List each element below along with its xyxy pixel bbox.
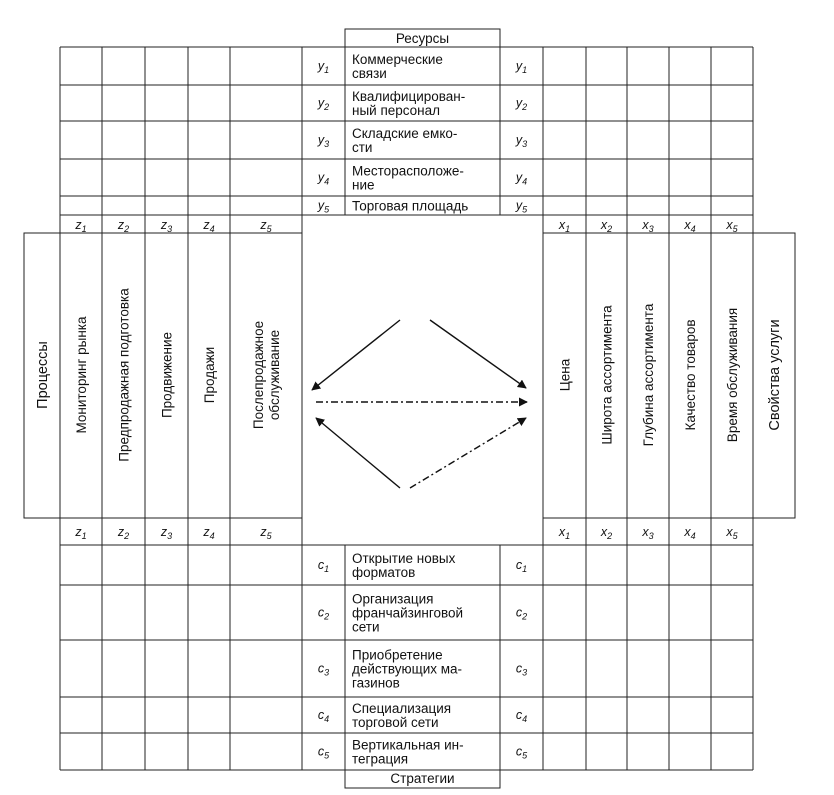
resource-symbol-right: $y_3$ [515,133,528,149]
strategy-label-line: газинов [352,675,400,691]
strategy-label-line: форматов [352,565,416,580]
resource-label-line: Месторасположе- [352,163,464,179]
strategy-symbol-left: $c_4$ [317,708,330,724]
strategy-symbol-left: $c_1$ [317,558,330,574]
process-index-top: $z_4$ [203,218,215,234]
resource-symbol-left: $y_5$ [317,198,330,215]
diagram-labels [35,31,783,786]
resource-label-line: связи [352,66,387,81]
process-index-bottom: $z_5$ [260,525,272,541]
process-label [74,316,89,433]
arrow-top-to-right [430,320,526,388]
resource-symbol-left: $y_3$ [317,133,330,149]
resource-label-line: ный персонал [352,103,441,118]
property-label [683,319,698,430]
vertical-label-line: Продвижение [159,331,175,419]
strategy-label-line: Приобретение [352,647,443,663]
strategies-footer: Стратегии [390,771,455,786]
resource-symbol-right: $y_2$ [515,96,528,112]
resource-symbol-right: $y_1$ [515,59,528,75]
process-label [202,347,217,403]
resource-label-line: ние [352,177,375,193]
process-label [160,332,175,418]
property-index-top: $x_3$ [642,218,654,234]
vertical-label-line: Цена [557,358,573,392]
resource-label-line: сти [352,140,373,155]
vertical-label-line: Широта ассортимента [599,305,615,445]
strategy-symbol-right: $c_1$ [515,558,528,574]
strategy-label-line: Открытие новых [352,551,456,566]
arrow-bottom-to-left [316,418,400,488]
process-index-bottom: $z_2$ [117,525,130,541]
strategy-label-line: торговой сети [352,715,439,730]
strategy-label-line: франчайзинговой [352,605,464,621]
property-index-bottom: $x_4$ [684,525,696,541]
property-label [725,308,740,442]
vertical-label-line: Процессы [35,341,51,409]
resources-header: Ресурсы [395,31,450,46]
strategy-label-line: Организация [352,591,434,607]
process-index-top: $z_3$ [160,218,173,234]
process-index-top: $z_2$ [117,218,130,234]
property-index-bottom: $x_5$ [726,525,738,541]
resource-label-line: Коммерческие [352,52,443,67]
property-index-top: $x_4$ [684,218,696,234]
relationship-arrows [312,320,527,488]
strategy-symbol-left: $c_5$ [317,744,330,761]
process-index-top: $z_1$ [75,218,87,234]
process-label [117,288,132,462]
process-index-top: $z_5$ [260,218,272,234]
process-index-bottom: $z_3$ [160,525,173,541]
property-index-top: $x_5$ [726,218,738,234]
strategy-label-line: Специализация [352,701,452,716]
strategy-symbol-right: $c_2$ [515,605,528,622]
process-label [251,321,282,429]
property-index-top: $x_1$ [558,218,571,234]
property-index-bottom: $x_2$ [600,525,613,541]
strategy-symbol-left: $c_2$ [317,605,330,622]
property-label [641,303,656,446]
vertical-label-line: Качество товаров [683,319,698,431]
vertical-label-line: Время обслуживания [725,307,740,443]
strategy-label-line: сети [352,619,380,635]
property-index-bottom: $x_3$ [642,525,654,541]
process-index-bottom: $z_1$ [75,525,87,541]
vertical-label-line: Послепродажное [251,320,266,430]
arrow-bottom-to-right [410,418,526,488]
processes-title [35,341,51,409]
resource-symbol-right: $y_4$ [515,170,528,187]
vertical-label-line: Свойства услуги [767,319,783,431]
strategy-label-line: теграция [352,751,409,767]
resource-symbol-left: $y_4$ [317,170,330,187]
resource-label-line: Квалифицирован- [352,89,466,104]
strategy-symbol-right: $c_3$ [515,661,528,678]
property-index-bottom: $x_1$ [558,525,571,541]
resource-symbol-left: $y_1$ [317,59,330,75]
property-label [600,305,615,445]
arrow-top-to-left [312,320,400,390]
property-label [558,358,573,391]
resource-label-line: Торговая площадь [352,198,469,214]
strategy-symbol-right: $c_4$ [515,708,528,724]
strategy-label-line: Вертикальная ин- [352,737,464,753]
property-index-top: $x_2$ [600,218,613,234]
strategy-label-line: действующих ма- [352,661,463,677]
process-index-bottom: $z_4$ [203,525,215,541]
strategy-symbol-left: $c_3$ [317,661,330,678]
resource-symbol-left: $y_2$ [317,96,330,112]
vertical-label-line: Глубина ассортимента [641,303,656,447]
vertical-label-line: Мониторинг рынка [74,316,89,434]
vertical-label-line: обслуживание [267,329,282,421]
service-properties-title [767,319,783,430]
resource-symbol-right: $y_5$ [515,198,528,215]
vertical-label-line: Предпродажная подготовка [116,288,132,462]
resource-label-line: Складские емко- [352,126,458,141]
strategy-symbol-right: $c_5$ [515,744,528,761]
vertical-label-line: Продажи [202,346,217,404]
